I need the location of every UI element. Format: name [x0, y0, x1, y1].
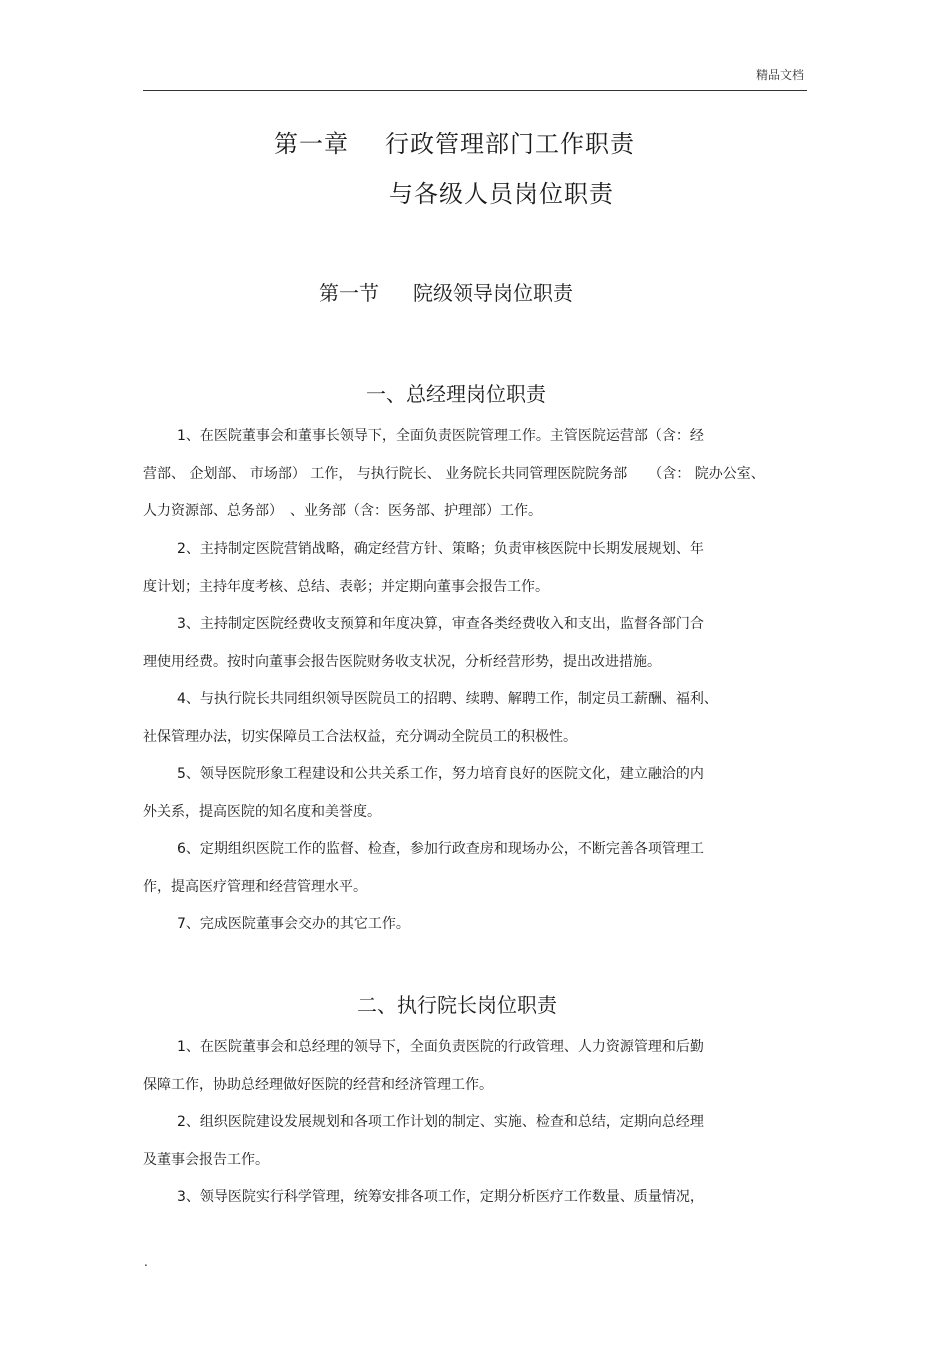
body-line: 2、主持制定医院营销战略，确定经营方针、策略；负责审核医院中长期发展规划、年 [177, 541, 704, 557]
body-line: 社保管理办法，切实保障员工合法权益，充分调动全院员工的积极性。 [143, 729, 577, 745]
body-line: 度计划；主持年度考核、总结、表彰；并定期向董事会报告工作。 [143, 579, 549, 595]
body-line: 2、组织医院建设发展规划和各项工作计划的制定、实施、检查和总结，定期向总经理 [177, 1114, 704, 1130]
footer-mark: . [144, 1255, 148, 1269]
body-line: 7、完成医院董事会交办的其它工作。 [177, 916, 410, 932]
subsection-title-2: 二、执行院长岗位职责 [357, 993, 557, 1017]
section-number: 第一节 [319, 281, 379, 305]
chapter-title-line2: 与各级人员岗位职责 [389, 180, 614, 208]
body-line: 外关系，提高医院的知名度和美誉度。 [143, 804, 381, 820]
section-heading [319, 277, 573, 306]
chapter-heading-line1 [274, 124, 635, 159]
body-line: 1、在医院董事会和总经理的领导下，全面负责医院的行政管理、人力资源管理和后勤 [177, 1039, 704, 1055]
subsection-title-1: 一、总经理岗位职责 [366, 382, 546, 406]
body-line: 1、在医院董事会和董事长领导下，全面负责医院管理工作。主管医院运营部（含：经 [177, 428, 704, 444]
chapter-number: 第一章 [274, 130, 349, 158]
body-line: 作，提高医疗管理和经营管理水平。 [143, 879, 367, 895]
body-line: 3、领导医院实行科学管理，统筹安排各项工作，定期分析医疗工作数量、质量情况， [177, 1189, 704, 1205]
body-line: 人力资源部、总务部） 、业务部（含：医务部、护理部）工作。 [143, 503, 542, 519]
body-line: 营部、 企划部、 市场部） 工作， 与执行院长、 业务院长共同管理医院院务部 （含： 院办公室、 [143, 466, 765, 482]
header-rule [143, 90, 807, 91]
body-line: 3、主持制定医院经费收支预算和年度决算，审查各类经费收入和支出，监督各部门合 [177, 616, 704, 632]
body-line: 5、领导医院形象工程建设和公共关系工作，努力培育良好的医院文化，建立融洽的内 [177, 766, 704, 782]
body-line: 6、定期组织医院工作的监督、检查，参加行政查房和现场办公，不断完善各项管理工 [177, 841, 704, 857]
body-line: 理使用经费。按时向董事会报告医院财务收支状况，分析经营形势，提出改进措施。 [143, 654, 661, 670]
section-title: 院级领导岗位职责 [413, 281, 573, 305]
chapter-title-line1: 行政管理部门工作职责 [385, 130, 635, 158]
body-line: 及董事会报告工作。 [143, 1152, 269, 1168]
header-label: 精品文档 [755, 68, 804, 82]
body-line: 保障工作，协助总经理做好医院的经营和经济管理工作。 [143, 1077, 493, 1093]
body-line: 4、与执行院长共同组织领导医院员工的招聘、续聘、解聘工作，制定员工薪酬、福利、 [177, 691, 718, 707]
